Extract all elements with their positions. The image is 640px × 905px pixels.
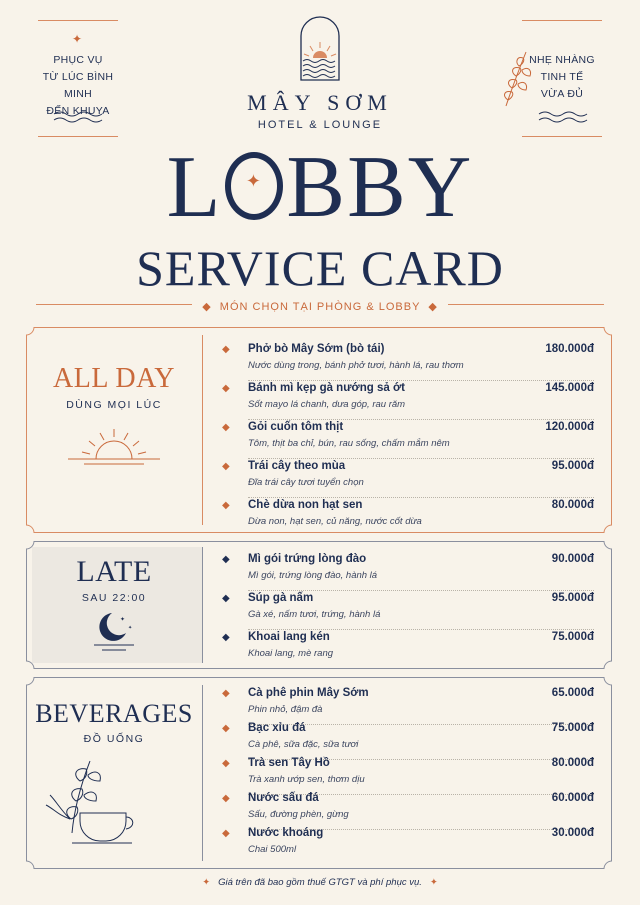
diamond-icon: ◆: [222, 632, 230, 643]
diamond-icon: ◆: [222, 500, 230, 511]
section-title: ALL DAY: [53, 363, 175, 394]
diamond-icon: ◆: [222, 688, 230, 699]
item-price: 95.000đ: [551, 592, 594, 604]
section-subtitle: SAU 22:00: [81, 592, 147, 604]
item-desc: Dừa non, hạt sen, củ năng, nước cốt dừa: [248, 516, 422, 527]
item-price: 75.000đ: [551, 722, 594, 734]
diamond-icon: ◆: [222, 422, 230, 433]
item-desc: Khoai lang, mè rang: [248, 648, 334, 659]
diamond-icon: ◆: [222, 344, 230, 355]
top-right-rule: [522, 20, 602, 21]
subtitle-wrap: [192, 301, 448, 313]
top-left-rule: [38, 20, 118, 21]
title-o-letter: [225, 152, 283, 220]
item-desc: Sốt mayo lá chanh, dưa góp, rau răm: [248, 399, 406, 410]
item-price: 65.000đ: [551, 687, 594, 699]
item-desc: Tôm, thịt ba chỉ, bún, rau sống, chấm mắm nêm: [248, 438, 450, 449]
sparkle-icon: ✦: [245, 171, 263, 191]
section-divider: [202, 335, 203, 525]
menu-item: [222, 551, 594, 591]
item-desc: Cà phê, sữa đặc, sữa tươi: [248, 739, 359, 750]
item-name: Mì gói trứng lòng đào: [248, 553, 367, 565]
right-bottom-rule: [522, 136, 602, 137]
item-desc: Nước dùng trong, bánh phở tươi, hành lá, rau thơm: [248, 360, 464, 371]
item-name: Trái cây theo mùa: [248, 460, 346, 472]
item-name: Bánh mì kẹp gà nướng sả ớt: [248, 382, 405, 394]
item-name: Gỏi cuốn tôm thịt: [248, 421, 344, 433]
section-title: LATE: [76, 555, 152, 588]
item-name: Chè dừa non hạt sen: [248, 499, 363, 511]
item-name: Trà sen Tây Hồ: [248, 757, 330, 769]
left-note-line: PHỤC VỤ: [53, 54, 103, 66]
section-divider: [202, 685, 203, 861]
diamond-icon: ◆: [222, 793, 230, 804]
right-note-line: TINH TẾ: [540, 71, 584, 83]
section-subtitle: DÙNG MỌI LÚC: [66, 399, 162, 411]
diamond-icon: ◆: [222, 828, 230, 839]
item-desc: Phin nhỏ, đậm đà: [248, 704, 323, 715]
left-note-line: ĐẾN KHUYA: [46, 105, 110, 117]
item-name: Bạc xỉu đá: [248, 722, 306, 734]
item-name: Nước khoáng: [248, 827, 324, 839]
menu-item: [222, 458, 594, 498]
sparkle-icon: ✦: [429, 877, 438, 888]
page-subtitle: SERVICE CARD: [136, 240, 504, 296]
item-price: 90.000đ: [551, 553, 594, 565]
item-desc: Trà xanh ướp sen, thơm dịu: [248, 774, 365, 785]
diamond-icon: ◆: [222, 593, 230, 604]
diamond-icon: ◆: [222, 758, 230, 769]
item-name: Phở bò Mây Sớm (bò tái): [248, 343, 385, 355]
item-desc: Đĩa trái cây tươi tuyển chọn: [248, 477, 364, 488]
right-note-line: NHẸ NHÀNG: [529, 54, 595, 66]
item-price: 30.000đ: [551, 827, 594, 839]
section-divider: [202, 547, 203, 663]
diamond-icon: ◆: [222, 723, 230, 734]
sparkle-icon: ✦: [72, 32, 83, 46]
item-price: 80.000đ: [551, 499, 594, 511]
menu-item: [222, 825, 594, 865]
diamond-icon: ◆: [202, 301, 212, 313]
section-title: BEVERAGES: [35, 699, 193, 728]
menu-item: [222, 497, 594, 537]
item-desc: Sấu, đường phèn, gừng: [248, 809, 349, 820]
left-bottom-rule: [38, 136, 118, 137]
right-note-line: VỪA ĐỦ: [540, 88, 584, 100]
item-desc: Gà xé, nấm tươi, trứng, hành lá: [248, 609, 381, 620]
item-name: Nước sấu đá: [248, 792, 319, 804]
item-desc: Mì gói, trứng lòng đào, hành lá: [248, 570, 378, 581]
sunrise-icon: [64, 427, 164, 471]
menu-item: [222, 755, 594, 795]
diamond-icon: ◆: [222, 383, 230, 394]
subtitle-row: [0, 297, 640, 315]
svg-text:✦: ✦: [128, 625, 133, 631]
item-name: Cà phê phin Mây Sớm: [248, 687, 369, 699]
footer: [0, 877, 640, 888]
diamond-icon: ◆: [222, 554, 230, 565]
svg-text:✦: ✦: [120, 617, 126, 623]
menu-item: [222, 685, 594, 725]
footer-note: Giá trên đã bao gồm thuế GTGT và phí phục vụ.: [218, 877, 422, 888]
page-title-part: BBY: [286, 139, 474, 236]
menu-item: [222, 419, 594, 459]
menu-item: [222, 629, 594, 669]
item-price: 95.000đ: [551, 460, 594, 472]
moon-icon: [90, 609, 138, 653]
item-price: 120.000đ: [545, 421, 594, 433]
left-note-line: TỪ LÚC BÌNH MINH: [42, 71, 114, 100]
brand-subtitle: HOTEL & LOUNGE: [257, 119, 383, 131]
page-title-part: L: [166, 139, 223, 236]
section-beverages: [26, 677, 612, 869]
item-price: 60.000đ: [551, 792, 594, 804]
item-price: 180.000đ: [545, 343, 594, 355]
sparkle-icon: ✦: [202, 877, 211, 888]
page-title: [0, 138, 640, 238]
section-subtitle: ĐỒ UỐNG: [83, 733, 145, 745]
item-name: Súp gà nấm: [248, 592, 314, 604]
menu-item: [222, 341, 594, 381]
menu-subtitle: MÓN CHỌN TẠI PHÒNG & LOBBY: [219, 301, 421, 313]
logo-sunrise-arch-icon: [299, 16, 341, 82]
menu-item: [222, 720, 594, 760]
section-late: [26, 541, 612, 669]
menu-item: [222, 790, 594, 830]
brand-name: MÂY SƠM: [247, 90, 393, 115]
item-price: 145.000đ: [545, 382, 594, 394]
item-desc: Chai 500ml: [248, 844, 297, 855]
diamond-icon: ◆: [222, 461, 230, 472]
diamond-icon: ◆: [428, 301, 438, 313]
section-all-day: [26, 327, 612, 533]
item-name: Khoai lang kén: [248, 631, 330, 643]
menu-item: [222, 590, 594, 630]
menu-item: [222, 380, 594, 420]
item-price: 80.000đ: [551, 757, 594, 769]
item-price: 75.000đ: [551, 631, 594, 643]
teacup-icon: [42, 755, 142, 847]
